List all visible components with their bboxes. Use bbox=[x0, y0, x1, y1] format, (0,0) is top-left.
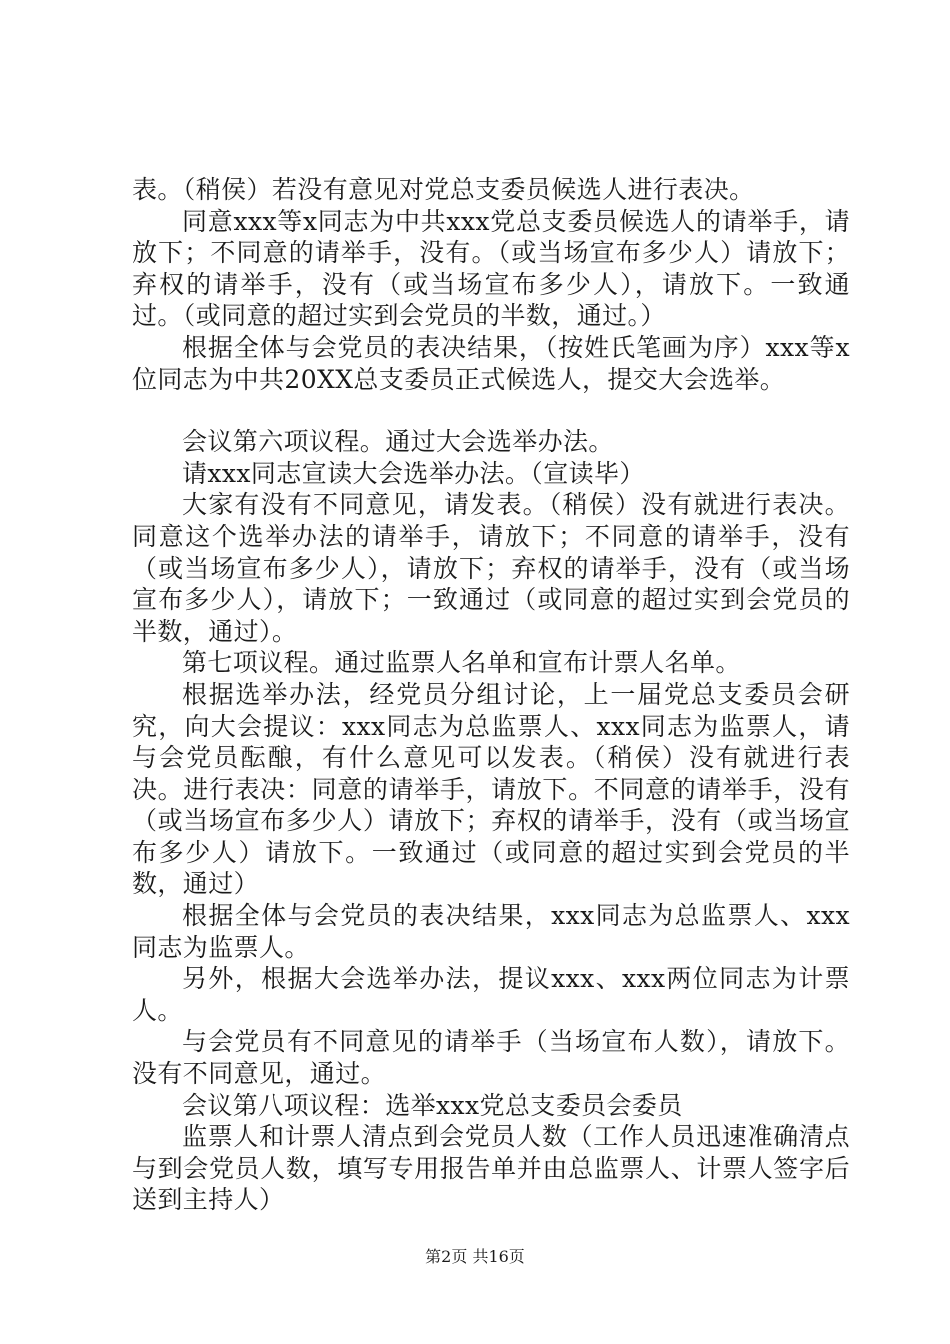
paragraph-headcount: 监票人和计票人清点到会党员人数（工作人员迅速准确清点与到会党员人数，填写专用报告单并由总监票人、计票人签字后送到主持人） bbox=[132, 1122, 850, 1215]
paragraph-method-vote: 大家有没有不同意见，请发表。（稍侯）没有就进行表决。同意这个选举办法的请举手，请放下；不同意的请举手，没有（或当场宣布多少人），请放下；弃权的请举手，没有（或当场宣布多少人），请放下；一致通过（或同意的超过实到会党员的半数，通过）。 bbox=[132, 490, 850, 646]
paragraph-scrutineer-proposal: 根据选举办法，经党员分组讨论，上一届党总支委员会研究，向大会提议：xxx同志为总监票人、xxx同志为监票人，请与会党员酝酿，有什么意见可以发表。（稍侯）没有就进行表决。进行表决：同意的请举手，请放下。不同意的请举手，没有（或当场宣布多少人）请放下；弃权的请举手，没有（或当场宣布多少人）请放下。一致通过（或同意的超过实到会党员的半数，通过） bbox=[132, 679, 850, 899]
paragraph-teller-proposal: 另外，根据大会选举办法，提议xxx、xxx两位同志为计票人。 bbox=[132, 964, 850, 1025]
paragraph-candidate-vote: 同意xxx等x同志为中共xxx党总支委员候选人的请举手，请放下；不同意的请举手，没有。（或当场宣布多少人）请放下；弃权的请举手，没有（或当场宣布多少人），请放下。一致通过。（或同意的超过实到会党员的半数，通过。） bbox=[132, 206, 850, 331]
paragraph-scrutineer-result: 根据全体与会党员的表决结果，xxx同志为总监票人、xxx同志为监票人。 bbox=[132, 901, 850, 962]
paragraph-read-election-method: 请xxx同志宣读大会选举办法。（宣读毕） bbox=[182, 458, 645, 488]
paragraph-agenda-item-7: 第七项议程。通过监票人名单和宣布计票人名单。 bbox=[182, 648, 741, 678]
paragraph-agenda-item-6: 会议第六项议程。通过大会选举办法。 bbox=[182, 427, 614, 457]
paragraph-teller-vote: 与会党员有不同意见的请举手（当场宣布人数），请放下。没有不同意见，通过。 bbox=[132, 1027, 850, 1089]
document-body bbox=[132, 174, 850, 1216]
page-number-footer: 第2页 共16页 bbox=[425, 1247, 525, 1266]
paragraph-candidate-result: 根据全体与会党员的表决结果，（按姓氏笔画为序）xxx等x位同志为中共20XX总支委员正式候选人，提交大会选举。 bbox=[132, 332, 850, 394]
paragraph-agenda-item-8: 会议第八项议程：选举xxx党总支委员会委员 bbox=[182, 1090, 683, 1120]
paragraph-continuation: 表。（稍侯）若没有意见对党总支委员候选人进行表决。 bbox=[132, 175, 755, 204]
